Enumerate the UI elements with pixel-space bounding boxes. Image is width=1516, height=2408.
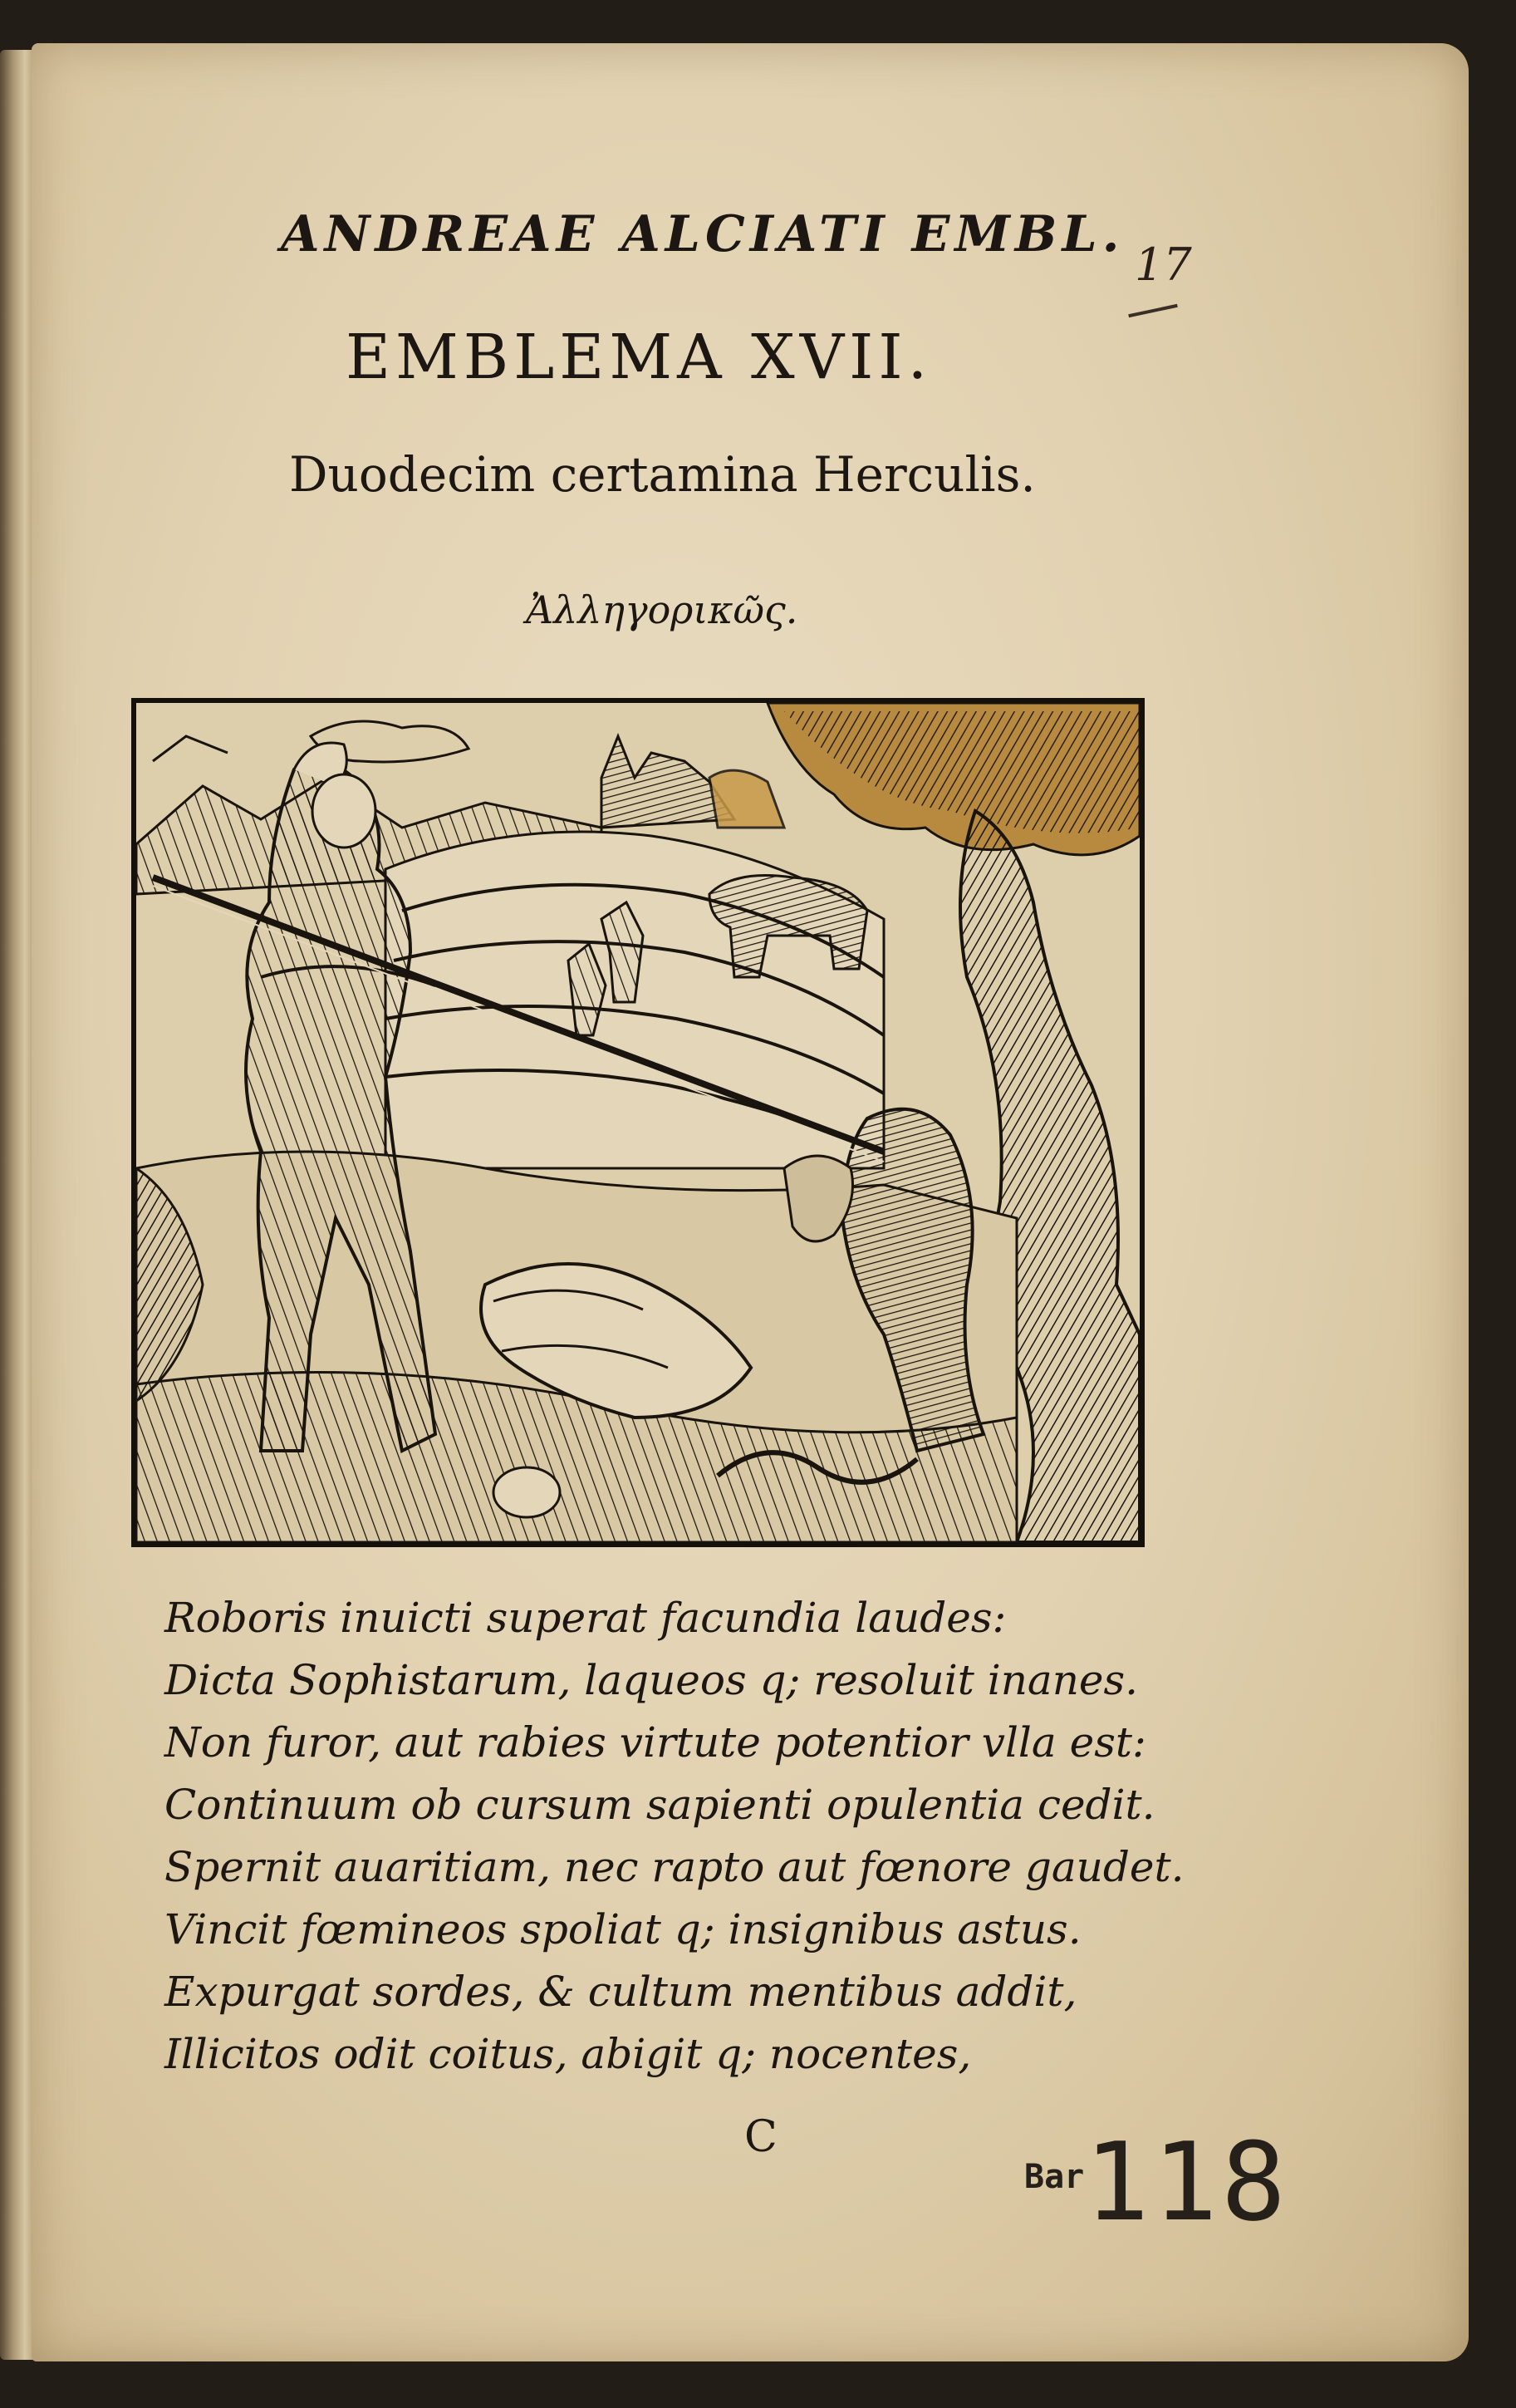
epigram-verses xyxy=(164,1587,1184,2086)
woodcut-illustration xyxy=(131,698,1145,1547)
emblem-motto: Duodecim certamina Herculis. xyxy=(289,446,1036,503)
greek-subtitle: Ἀλληγορικῶς. xyxy=(526,587,798,632)
verse-line: Illicitos odit coitus, abigit q; nocentes, xyxy=(164,2030,972,2078)
verse-line: Non furor, aut rabies virtute potentior vlla est: xyxy=(164,1718,1146,1767)
verse-line: Expurgat sordes, & cultum mentibus addit, xyxy=(164,1968,1077,2016)
emblem-heading: EMBLEMA XVII. xyxy=(346,322,933,393)
book-page xyxy=(32,43,1469,2361)
folio-underline xyxy=(1128,304,1178,317)
shelfmark-number: 118 xyxy=(1084,2119,1290,2245)
library-shelfmark-stamp xyxy=(1024,2119,1289,2245)
left-page-edge xyxy=(0,50,33,2360)
gathering-signature: C xyxy=(744,2112,778,2162)
verse-line: Continuum ob cursum sapienti opulentia cedit. xyxy=(164,1781,1155,1829)
running-head: ANDREAE ALCIATI EMBL. xyxy=(281,205,1125,263)
verse-line: Dicta Sophistarum, laqueos q; resoluit inanes. xyxy=(164,1656,1139,1704)
shelfmark-prefix: Bar xyxy=(1024,2158,1085,2196)
verse-line: Roboris inuicti superat facundia laudes: xyxy=(164,1594,1007,1642)
verse-line: Spernit auaritiam, nec rapto aut fœnore gaudet. xyxy=(164,1843,1185,1891)
verse-line: Vincit fœmineos spoliat q; insignibus astus. xyxy=(164,1905,1082,1953)
folio-number: 17 xyxy=(1135,238,1192,291)
woodcut-hercules-scene xyxy=(136,703,1140,1542)
